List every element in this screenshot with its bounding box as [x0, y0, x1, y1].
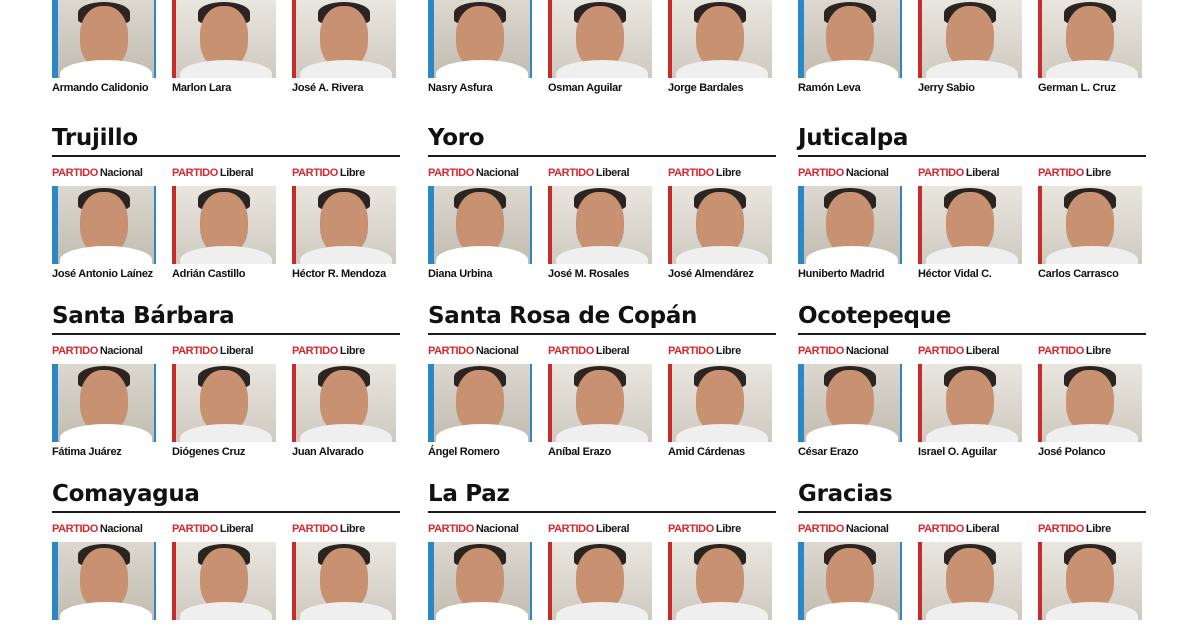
section-divider	[798, 333, 1146, 335]
candidate-photo	[548, 542, 652, 620]
party-label: PARTIDO Nacional	[428, 523, 519, 535]
candidate-photo	[292, 186, 396, 264]
party-label: PARTIDO Liberal	[172, 523, 254, 535]
candidate-photo	[172, 0, 276, 78]
party-label: PARTIDO Nacional	[428, 167, 519, 179]
candidate-name: José M. Rosales	[548, 268, 630, 280]
candidate-photo	[548, 364, 652, 442]
candidate-photo	[918, 364, 1022, 442]
candidate-name: German L. Cruz	[1038, 82, 1116, 94]
candidate-name: Fátima Juárez	[52, 446, 122, 458]
candidate-photo	[428, 0, 532, 78]
candidate-photo	[798, 186, 902, 264]
section-title: Trujillo	[52, 125, 138, 151]
party-label: PARTIDO Libre	[292, 345, 365, 357]
section-title: Ocotepeque	[798, 303, 952, 329]
candidate-name: Jorge Bardales	[668, 82, 744, 94]
candidate-name: Huniberto Madrid	[798, 268, 885, 280]
candidate-name: Amid Cárdenas	[668, 446, 745, 458]
candidate-name: Diana Urbina	[428, 268, 493, 280]
candidate-name: Osman Aguilar	[548, 82, 622, 94]
candidate-photo	[668, 0, 772, 78]
candidate-photo	[918, 0, 1022, 78]
party-label: PARTIDO Liberal	[548, 167, 630, 179]
candidate-photo	[1038, 542, 1142, 620]
candidate-name: Nasry Asfura	[428, 82, 493, 94]
candidate-photo	[292, 542, 396, 620]
party-label: PARTIDO Nacional	[798, 167, 889, 179]
candidate-photo	[798, 0, 902, 78]
candidate-photo	[52, 542, 156, 620]
candidate-name: Ángel Romero	[428, 446, 500, 458]
party-label: PARTIDO Libre	[292, 167, 365, 179]
section-title: Yoro	[428, 125, 485, 151]
party-label: PARTIDO Liberal	[918, 523, 1000, 535]
candidate-photo	[1038, 186, 1142, 264]
candidate-photo	[292, 364, 396, 442]
candidate-name: Héctor Vidal C.	[918, 268, 992, 280]
candidate-photo	[918, 542, 1022, 620]
party-label: PARTIDO Liberal	[918, 345, 1000, 357]
candidate-name: Marlon Lara	[172, 82, 232, 94]
candidate-photo	[668, 364, 772, 442]
party-label: PARTIDO Nacional	[798, 345, 889, 357]
candidate-photo	[172, 364, 276, 442]
candidate-photo	[548, 0, 652, 78]
party-label: PARTIDO Libre	[1038, 523, 1111, 535]
section-divider	[52, 333, 400, 335]
party-label: PARTIDO Libre	[668, 523, 741, 535]
party-label: PARTIDO Libre	[1038, 167, 1111, 179]
party-label: PARTIDO Nacional	[52, 523, 143, 535]
candidate-name: Ramón Leva	[798, 82, 861, 94]
candidate-photo	[428, 186, 532, 264]
candidate-name: Israel O. Aguilar	[918, 446, 997, 458]
party-label: PARTIDO Libre	[292, 523, 365, 535]
candidate-name: Adrián Castillo	[172, 268, 246, 280]
candidate-name: Diógenes Cruz	[172, 446, 246, 458]
candidate-name: Armando Calidonio	[52, 82, 149, 94]
party-label: PARTIDO Liberal	[548, 345, 630, 357]
candidate-photo	[52, 364, 156, 442]
section-title: Comayagua	[52, 481, 200, 507]
candidate-photo	[172, 186, 276, 264]
section-title: Gracias	[798, 481, 893, 507]
candidate-photo	[428, 542, 532, 620]
section-divider	[428, 333, 776, 335]
candidate-name: César Erazo	[798, 446, 859, 458]
party-label: PARTIDO Nacional	[428, 345, 519, 357]
section-divider	[52, 511, 400, 513]
candidate-name: Aníbal Erazo	[548, 446, 612, 458]
party-label: PARTIDO Nacional	[52, 167, 143, 179]
party-label: PARTIDO Libre	[668, 345, 741, 357]
party-label: PARTIDO Liberal	[548, 523, 630, 535]
candidate-name: José Antonio Laínez	[52, 268, 153, 280]
candidate-photo	[918, 186, 1022, 264]
candidate-photo	[1038, 0, 1142, 78]
candidate-photo	[292, 0, 396, 78]
candidate-name: José Almendárez	[668, 268, 754, 280]
section-divider	[52, 155, 400, 157]
section-divider	[798, 155, 1146, 157]
section-divider	[428, 155, 776, 157]
candidate-photo	[52, 186, 156, 264]
candidate-photo	[548, 186, 652, 264]
candidate-name: José A. Rivera	[292, 82, 364, 94]
candidate-photo	[668, 542, 772, 620]
candidate-photo	[798, 542, 902, 620]
section-title: Santa Bárbara	[52, 303, 235, 329]
candidate-name: Juan Alvarado	[292, 446, 364, 458]
candidate-photo	[52, 0, 156, 78]
section-title: Juticalpa	[798, 125, 909, 151]
candidate-photo	[798, 364, 902, 442]
candidate-photo	[172, 542, 276, 620]
candidate-name: Héctor R. Mendoza	[292, 268, 386, 280]
party-label: PARTIDO Liberal	[172, 167, 254, 179]
party-label: PARTIDO Libre	[668, 167, 741, 179]
section-divider	[798, 511, 1146, 513]
candidate-photo	[1038, 364, 1142, 442]
party-label: PARTIDO Nacional	[52, 345, 143, 357]
party-label: PARTIDO Liberal	[172, 345, 254, 357]
section-title: La Paz	[428, 481, 510, 507]
party-label: PARTIDO Libre	[1038, 345, 1111, 357]
section-divider	[428, 511, 776, 513]
candidate-photo	[428, 364, 532, 442]
candidate-name: Jerry Sabio	[918, 82, 975, 94]
candidate-photo	[668, 186, 772, 264]
party-label: PARTIDO Nacional	[798, 523, 889, 535]
party-label: PARTIDO Liberal	[918, 167, 1000, 179]
candidate-name: José Polanco	[1038, 446, 1106, 458]
section-title: Santa Rosa de Copán	[428, 303, 698, 329]
candidate-name: Carlos Carrasco	[1038, 268, 1119, 280]
